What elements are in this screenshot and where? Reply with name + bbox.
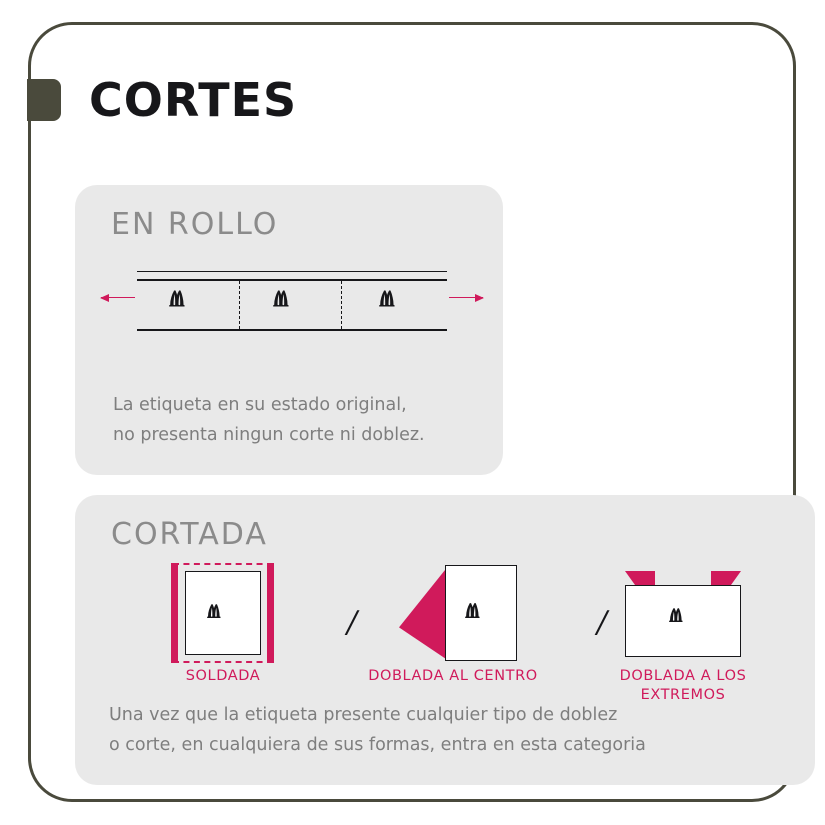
soldada-weld-bar-left	[171, 563, 178, 663]
centro-logo-icon: ⱞ	[465, 596, 480, 629]
panel-en-rollo-caption	[113, 390, 425, 450]
cut-item-soldada-label: SOLDADA	[185, 668, 261, 684]
caption-line-2: no presenta ningun corte ni doblez.	[113, 425, 425, 445]
cut-item-doblada-extremos	[583, 557, 783, 703]
panel-en-rollo-title: EN ROLLO	[111, 207, 279, 242]
label-logo-icon-1: ⱞ	[169, 284, 185, 319]
extremos-logo-icon: ⱞ	[669, 603, 683, 633]
centro-fold-shape	[399, 565, 449, 661]
separator-slash-2: /	[597, 605, 608, 640]
roll-top-thin-line	[137, 271, 447, 272]
caption-line-1: La etiqueta en su estado original,	[113, 395, 407, 415]
centro-label-box	[445, 565, 517, 661]
soldada-label-box	[185, 571, 261, 655]
label-logo-icon-3: ⱞ	[379, 284, 395, 319]
en-rollo-diagram	[101, 267, 481, 345]
panel-cortada-caption	[109, 700, 646, 760]
soldada-logo-icon: ⱞ	[207, 599, 221, 629]
roll-cut-dash-1	[239, 281, 240, 329]
label-logo-icon-2: ⱞ	[273, 284, 289, 319]
extremos-label-box	[625, 585, 741, 657]
soldada-weld-bar-right	[267, 563, 274, 663]
caption-line-2: o corte, en cualquiera de sus formas, entra en esta categoria	[109, 735, 646, 755]
separator-slash-1: /	[347, 605, 358, 640]
header-tab-marker	[27, 79, 61, 121]
outer-frame	[28, 22, 796, 802]
cut-item-soldada	[123, 557, 323, 692]
cut-item-doblada-centro	[353, 557, 553, 692]
panel-cortada-title: CORTADA	[111, 517, 268, 552]
arrow-right-icon	[449, 297, 483, 298]
arrow-left-icon	[101, 297, 135, 298]
panel-en-rollo	[75, 185, 503, 475]
extremos-label-line-2: EXTREMOS	[640, 687, 726, 703]
page-title: CORTES	[89, 73, 298, 127]
panel-cortada	[75, 495, 815, 785]
page-header	[31, 65, 297, 135]
roll-cut-dash-2	[341, 281, 342, 329]
extremos-label-line-1: DOBLADA A LOS	[619, 668, 747, 684]
caption-line-1: Una vez que la etiqueta presente cualquier tipo de doblez	[109, 705, 618, 725]
cut-item-doblada-centro-label: DOBLADA AL CENTRO	[368, 668, 538, 684]
cortada-items	[75, 557, 815, 703]
